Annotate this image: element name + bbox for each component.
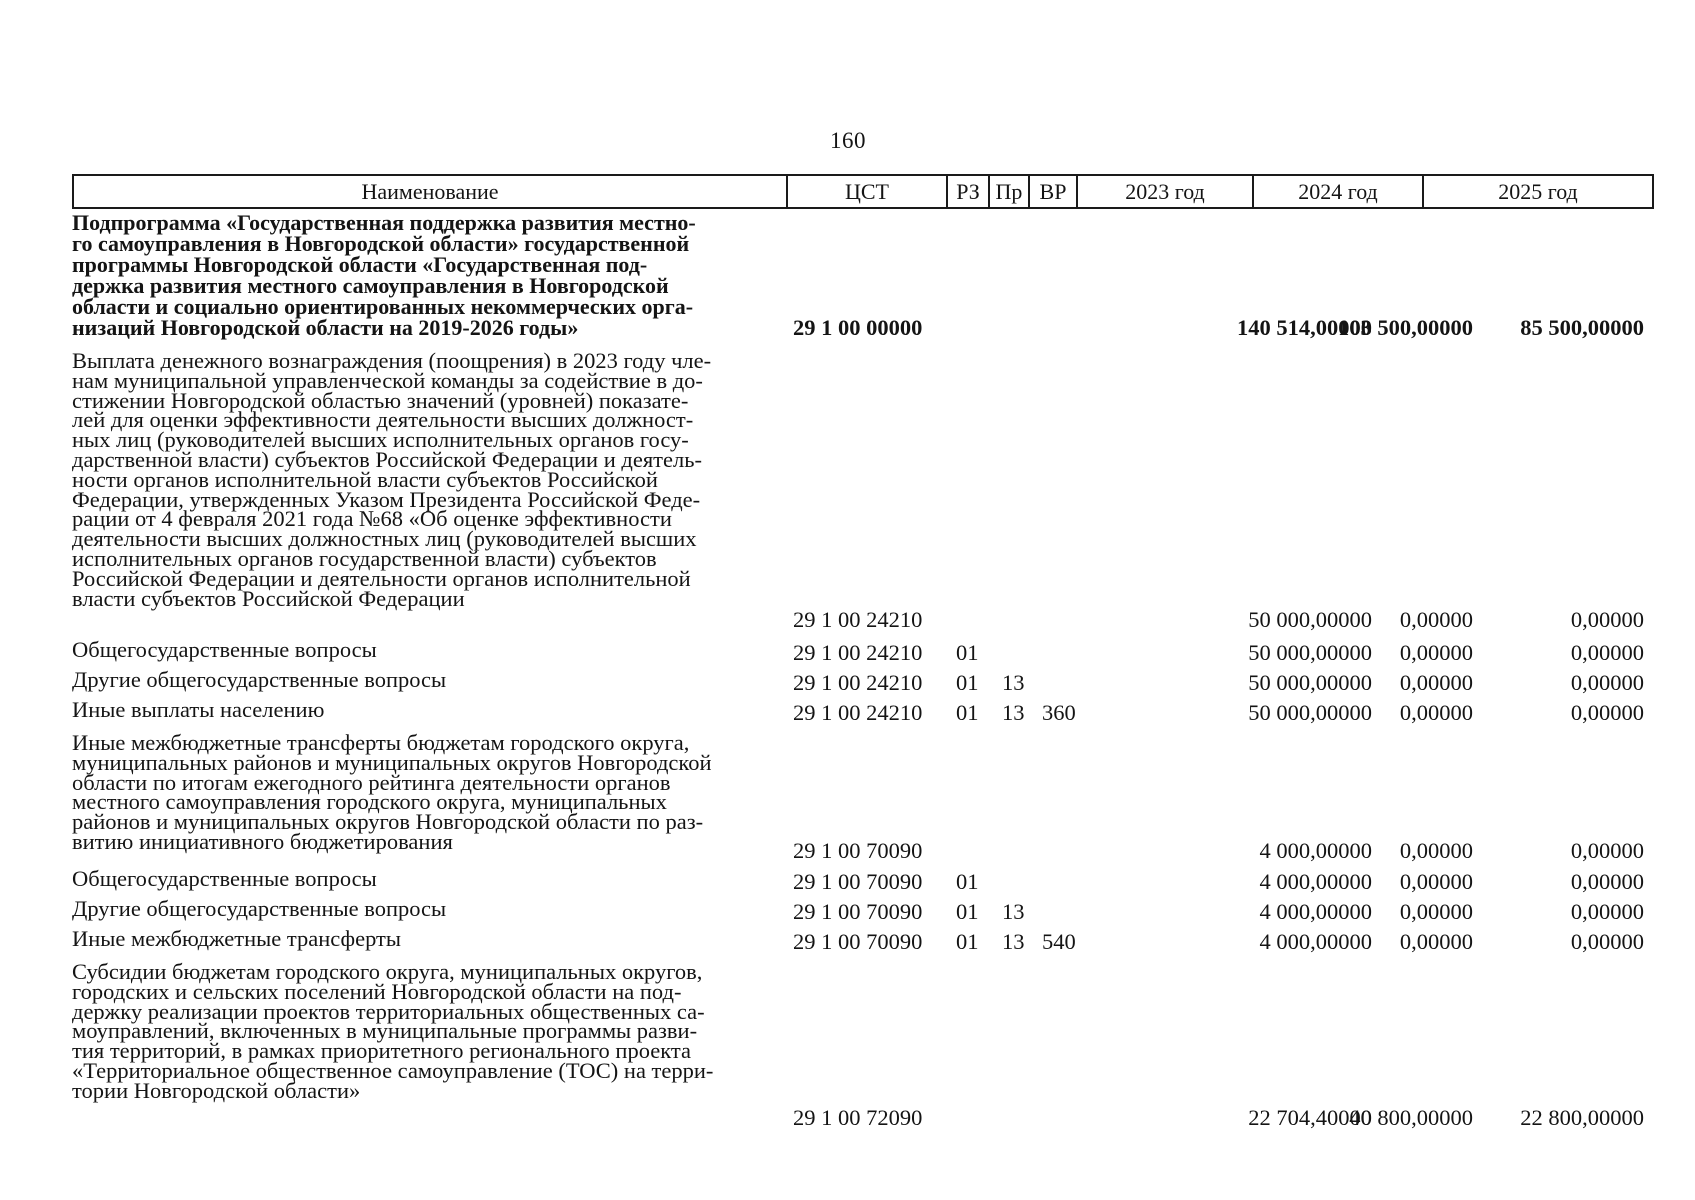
row-2024: 40 800,00000 — [1349, 1105, 1473, 1130]
header-rz: РЗ — [948, 176, 990, 207]
row-cst: 29 1 00 24210 — [793, 607, 923, 632]
table-row — [72, 212, 1654, 340]
row-2023: 50 000,00000 — [1248, 640, 1372, 665]
table-row — [72, 637, 1654, 665]
table-row — [72, 926, 1654, 954]
row-rz: 01 — [956, 640, 979, 665]
row-name: Общегосударственные вопросы — [72, 866, 377, 891]
table-row — [72, 959, 1654, 1130]
row-cst: 29 1 00 72090 — [793, 1105, 923, 1130]
row-vr: 360 — [1042, 700, 1076, 725]
row-2024: 0,00000 — [1399, 670, 1473, 695]
table-row — [72, 896, 1654, 924]
row-cst: 29 1 00 70090 — [793, 929, 923, 954]
row-2025: 22 800,00000 — [1520, 1105, 1644, 1130]
row-name: Другие общегосударственные вопросы — [72, 896, 447, 921]
row-cst: 29 1 00 24210 — [793, 670, 923, 695]
row-2024: 0,00000 — [1399, 640, 1473, 665]
row-2023: 4 000,00000 — [1259, 869, 1372, 894]
header-2024: 2024 год — [1254, 176, 1424, 207]
row-2025: 0,00000 — [1570, 607, 1644, 632]
row-2024: 0,00000 — [1399, 869, 1473, 894]
row-pr: 13 — [1002, 670, 1025, 695]
row-name: Иные выплаты населению — [72, 697, 325, 722]
row-rz: 01 — [956, 700, 979, 725]
row-cst: 29 1 00 70090 — [793, 899, 923, 924]
row-2023: 140 514,00000 — [1237, 315, 1372, 340]
row-name: Иные межбюджетные трансферты — [72, 926, 402, 951]
row-pr: 13 — [1002, 899, 1025, 924]
header-vr: ВР — [1030, 176, 1078, 207]
row-2025: 0,00000 — [1570, 640, 1644, 665]
row-cst: 29 1 00 24210 — [793, 700, 923, 725]
row-2023: 50 000,00000 — [1248, 700, 1372, 725]
row-2024: 0,00000 — [1399, 899, 1473, 924]
row-rz: 01 — [956, 929, 979, 954]
row-2024: 0,00000 — [1399, 838, 1473, 863]
row-2025: 0,00000 — [1570, 700, 1644, 725]
row-2024: 0,00000 — [1399, 700, 1473, 725]
header-name: Наименование — [74, 176, 788, 207]
row-2024: 0,00000 — [1399, 607, 1473, 632]
row-pr: 13 — [1002, 929, 1025, 954]
row-2023: 22 704,40000 — [1248, 1105, 1372, 1130]
table-row — [72, 730, 1654, 863]
row-name: Другие общегосударственные вопросы — [72, 667, 447, 692]
row-vr: 540 — [1042, 929, 1076, 954]
row-name: Общегосударственные вопросы — [72, 637, 377, 662]
row-cst: 29 1 00 70090 — [793, 838, 923, 863]
header-pr: Пр — [990, 176, 1030, 207]
row-2025: 0,00000 — [1570, 899, 1644, 924]
row-pr: 13 — [1002, 700, 1025, 725]
row-cst: 29 1 00 24210 — [793, 640, 923, 665]
row-name: Иные межбюджетные трансферты бюджетам городского округа, муниципальных районов и муниципальных округов Новгородской области по итогам ежегодного рейтинга деятельности органов местного самоуправления городского округа, муниципальных районов и муниципальных округов Новгородской области по раз- витию инициативного бюджетирования — [72, 730, 712, 854]
header-2023: 2023 год — [1078, 176, 1254, 207]
table-row — [72, 667, 1654, 695]
row-rz: 01 — [956, 670, 979, 695]
row-rz: 01 — [956, 869, 979, 894]
row-rz: 01 — [956, 899, 979, 924]
row-name: Субсидии бюджетам городского округа, муниципальных округов, городских и сельских поселений Новгородской области на под- держку реализации проектов территориальных общественных са- моуправлений, включенных в муниципальные программы разви- тия территорий, в рамках приоритетного регионального проекта «Территориальное общественное самоуправление (ТОС) на терри- тории Новгородской области» — [72, 959, 714, 1103]
row-2025: 85 500,00000 — [1520, 315, 1644, 340]
table-row — [72, 866, 1654, 894]
header-cst: ЦСТ — [788, 176, 948, 207]
row-2023: 50 000,00000 — [1248, 607, 1372, 632]
row-2023: 50 000,00000 — [1248, 670, 1372, 695]
row-2023: 4 000,00000 — [1259, 899, 1372, 924]
header-2025: 2025 год — [1498, 178, 1578, 204]
table-row — [72, 348, 1654, 632]
row-2023: 4 000,00000 — [1259, 838, 1372, 863]
row-2024: 103 500,00000 — [1338, 315, 1473, 340]
row-2025: 0,00000 — [1570, 838, 1644, 863]
row-2024: 0,00000 — [1399, 929, 1473, 954]
table-row — [72, 697, 1654, 725]
row-name: Подпрограмма «Государственная поддержка развития местно- го самоуправления в Новгородской области» государственной программы Новгородской области «Государственная под- держка развития местного самоуправления в Новгородской области и социально ориентированных некоммерческих орга- низаций Новгородской области на 2019-2026 годы» — [72, 210, 696, 340]
row-2025: 0,00000 — [1570, 929, 1644, 954]
row-cst: 29 1 00 70090 — [793, 869, 923, 894]
row-cst: 29 1 00 00000 — [793, 315, 923, 340]
row-2025: 0,00000 — [1570, 869, 1644, 894]
row-2023: 4 000,00000 — [1259, 929, 1372, 954]
row-name: Выплата денежного вознаграждения (поощрения) в 2023 году чле- нам муниципальной управленческой команды за содействие в до- стижении Новгородской областью значений (уровней) показате- лей для оценки эффективности деятельности высших должност- ных лиц (руководителей высших исполнительных органов госу- дарственной власти) субъектов Российской Федерации и деятель- ности органов исполнительной власти субъектов Российской Федерации, утвержденных Указом Президента Российской Феде- рации от 4 февраля 2021 года №68 «Об оценке эффективности деятельности высших должностных лиц (руководителей высших исполнительных органов государственной власти) субъектов Российской Федерации и деятельности органов исполнительной власти субъектов Российской Федерации — [72, 348, 712, 611]
page-number: 160 — [830, 128, 866, 153]
row-2025: 0,00000 — [1570, 670, 1644, 695]
